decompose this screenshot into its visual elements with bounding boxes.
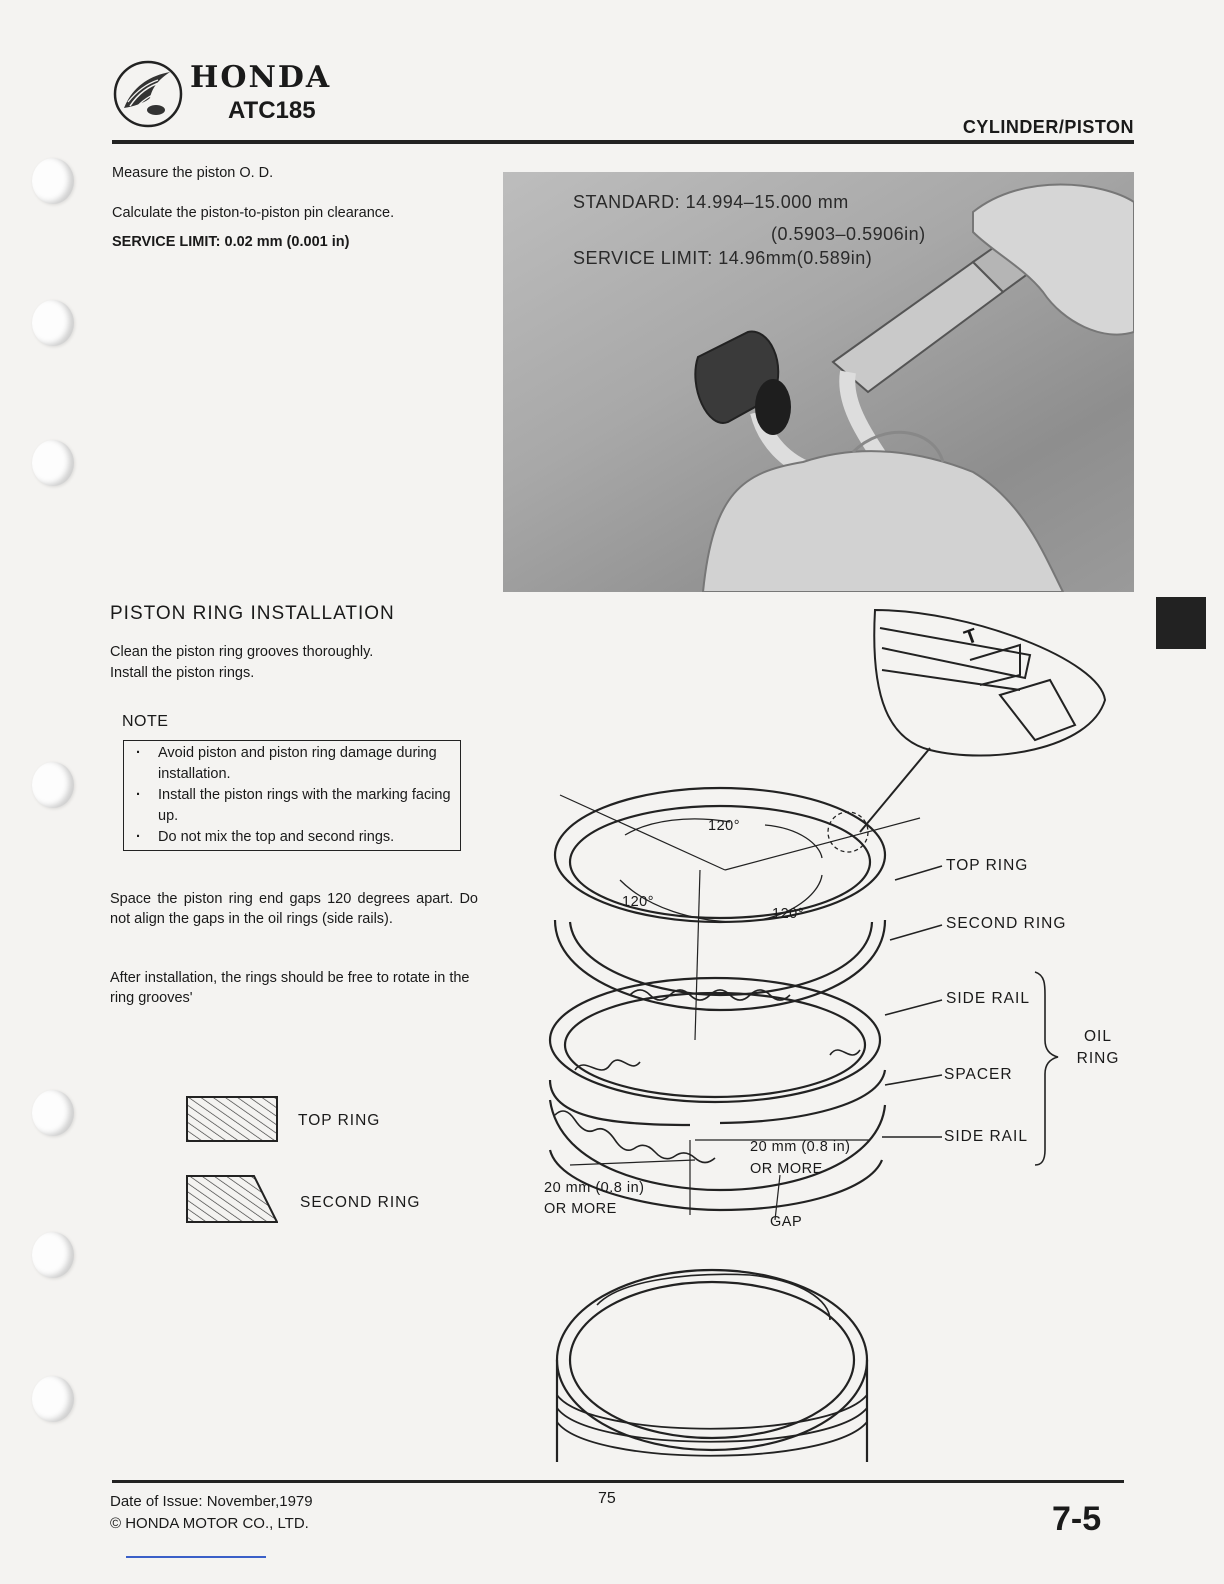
angle-label-top: 120°: [708, 818, 740, 834]
page-number: 75: [598, 1490, 616, 1507]
model-name: ATC185: [228, 97, 316, 124]
intro-measure: Measure the piston O. D.: [112, 165, 274, 181]
spacer-label: SPACER: [944, 1066, 1013, 1083]
ring-install-clean: Clean the piston ring grooves thoroughly.: [110, 644, 374, 660]
gap-or-more-right: OR MORE: [750, 1161, 823, 1177]
photo-standard: STANDARD: 14.994–15.000 mm: [573, 192, 849, 212]
top-ring-label: TOP RING: [946, 857, 1029, 874]
bottom-blue-line: [126, 1556, 266, 1558]
ring-install-title: PISTON RING INSTALLATION: [110, 603, 395, 624]
ring-top-mark: T: [961, 624, 981, 650]
second-ring-legend: SECOND RING: [300, 1194, 421, 1211]
top-ring-legend: TOP RING: [298, 1112, 381, 1129]
section-title: CYLINDER/PISTON: [962, 117, 1134, 137]
footer-rule: [112, 1480, 1124, 1483]
top-ring-cross-section: [186, 1096, 278, 1142]
intro-calculate: Calculate the piston-to-piston pin clearance.: [112, 205, 395, 221]
side-rail-upper-label: SIDE RAIL: [946, 990, 1030, 1007]
gap-or-more-left: OR MORE: [544, 1201, 617, 1217]
binder-hole: [32, 440, 74, 486]
section-page-number: 7-5: [1052, 1500, 1102, 1538]
header-rule: [112, 140, 1134, 144]
binder-hole: [32, 1232, 74, 1278]
ring-rotate-instruction: After installation, the rings should be free to rotate in the ring grooves': [110, 970, 470, 1006]
ring-gap-instruction: Space the piston ring end gaps 120 degrees apart. Do not align the gaps in the oil rings (side rails).: [110, 891, 478, 927]
angle-label-right: 120°: [772, 906, 804, 922]
honda-wing-logo: [112, 58, 184, 130]
second-ring-cross-section: [186, 1174, 278, 1224]
copyright: © HONDA MOTOR CO., LTD.: [110, 1515, 309, 1532]
note-title: NOTE: [122, 713, 169, 730]
issue-date: Date of Issue: November,1979: [110, 1493, 313, 1510]
side-rail-lower-label: SIDE RAIL: [944, 1128, 1028, 1145]
second-ring-label: SECOND RING: [946, 915, 1067, 932]
binder-hole: [32, 1376, 74, 1422]
ring-installation-diagram: [530, 600, 1120, 1470]
intro-service-limit: SERVICE LIMIT: 0.02 mm (0.001 in): [112, 234, 350, 250]
binder-hole: [32, 1090, 74, 1136]
micrometer-photo: [503, 172, 1134, 592]
photo-service-limit: SERVICE LIMIT: 14.96mm(0.589in): [573, 248, 873, 268]
gap-label: GAP: [770, 1214, 803, 1230]
gap-dimension-left: 20 mm (0.8 in): [544, 1180, 645, 1196]
gap-dimension-right: 20 mm (0.8 in): [750, 1139, 851, 1155]
note-item: · Avoid piston and piston ring damage during installation.: [132, 743, 454, 785]
binder-hole: [32, 158, 74, 204]
note-item: · Do not mix the top and second rings.: [132, 827, 454, 848]
section-edge-tab: [1156, 597, 1206, 649]
angle-label-left: 120°: [622, 894, 654, 910]
note-box: [123, 740, 461, 851]
brand-name: HONDA: [190, 60, 332, 95]
note-item: · Install the piston rings with the marking facing up.: [132, 785, 454, 827]
binder-hole: [32, 300, 74, 346]
oil-ring-label: OIL RING: [1076, 1028, 1120, 1067]
ring-install-install: Install the piston rings.: [110, 665, 255, 681]
photo-standard-in: (0.5903–0.5906in): [771, 224, 926, 244]
binder-hole: [32, 762, 74, 808]
